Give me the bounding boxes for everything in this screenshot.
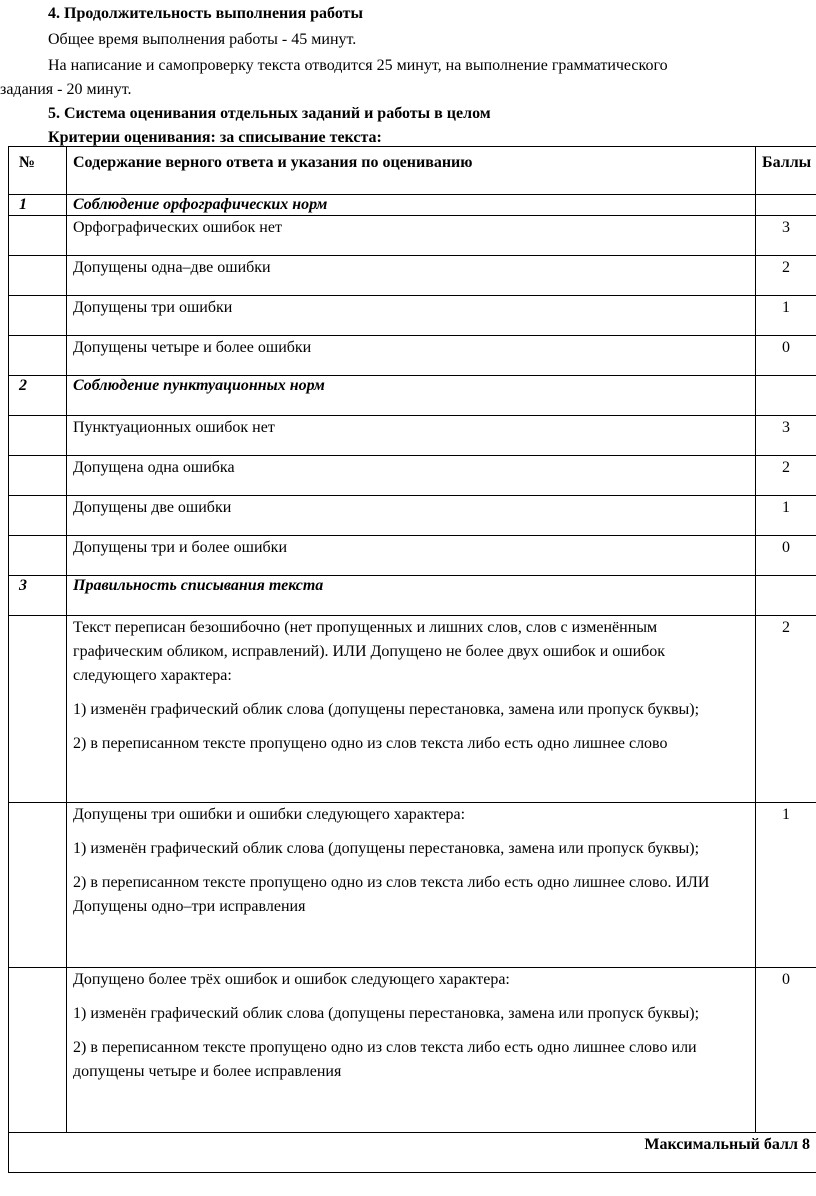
header-points: Баллы <box>756 147 816 195</box>
criterion-points: 2 <box>756 616 816 803</box>
criterion-cell <box>67 803 756 968</box>
section-num: 3 <box>9 576 67 616</box>
section-row <box>9 195 816 216</box>
criterion-paragraph: 2) в переписанном тексте пропущено одно из слов текста либо есть одно лишнее слово. ИЛИ Допущены одно–три исправления <box>73 874 710 915</box>
table-header-row <box>9 147 816 195</box>
header-num: № <box>9 147 67 195</box>
criterion-paragraph: 1) изменён графический облик слова (допущены перестановка, замена или пропуск буквы); <box>73 1005 700 1022</box>
table-row <box>9 256 816 296</box>
table-row <box>9 968 816 1133</box>
criterion-paragraph: 1) изменён графический облик слова (допущены перестановка, замена или пропуск буквы); <box>73 840 700 857</box>
criterion-text: Допущена одна ошибка <box>67 456 756 496</box>
criterion-text: Допущены две ошибки <box>67 496 756 536</box>
criterion-points: 1 <box>756 496 816 536</box>
criterion-paragraph: 2) в переписанном тексте пропущено одно из слов текста либо есть одно лишнее слово или допущены четыре и более исправления <box>73 1039 697 1080</box>
table-row <box>9 336 816 376</box>
table-row <box>9 296 816 336</box>
table-row <box>9 803 816 968</box>
criterion-points: 1 <box>756 296 816 336</box>
criterion-text: Допущены одна–две ошибки <box>67 256 756 296</box>
criterion-points: 3 <box>756 416 816 456</box>
criterion-points: 3 <box>756 216 816 256</box>
section-title: Соблюдение орфографических норм <box>67 195 756 216</box>
criterion-points: 2 <box>756 456 816 496</box>
criterion-text: Допущены четыре и более ошибки <box>67 336 756 376</box>
section-num: 1 <box>9 195 67 216</box>
criterion-paragraph: 1) изменён графический облик слова (допущены перестановка, замена или пропуск буквы); <box>73 701 700 718</box>
table-row <box>9 496 816 536</box>
split-time-text-2: задания - 20 минут. <box>0 81 132 98</box>
criterion-points: 2 <box>756 256 816 296</box>
table-row <box>9 536 816 576</box>
criterion-paragraph: Текст переписан безошибочно (нет пропущенных и лишних слов, слов с изменённым графическим обликом, исправлений). ИЛИ Допущено не более двух ошибок и ошибок следующего характера: <box>73 619 666 684</box>
section-row <box>9 576 816 616</box>
max-score: Максимальный балл 8 <box>9 1133 816 1173</box>
criteria-heading: Критерии оценивания: за списывание текста: <box>48 129 382 146</box>
criterion-paragraph: Допущены три ошибки и ошибки следующего характера: <box>73 806 466 823</box>
section-row <box>9 376 816 416</box>
criterion-text: Пунктуационных ошибок нет <box>67 416 756 456</box>
criterion-cell <box>67 968 756 1133</box>
split-time-text-1: На написание и самопроверку текста отводится 25 минут, на выполнение грамматического <box>48 57 668 74</box>
criterion-text: Допущены три ошибки <box>67 296 756 336</box>
criterion-points: 0 <box>756 336 816 376</box>
table-row <box>9 216 816 256</box>
section-4-heading: 4. Продолжительность выполнения работы <box>48 5 363 22</box>
criteria-table <box>8 146 816 1173</box>
section-5-heading: 5. Система оценивания отдельных заданий и работы в целом <box>48 105 491 122</box>
criterion-paragraph: 2) в переписанном тексте пропущено одно из слов текста либо есть одно лишнее слово <box>73 735 668 752</box>
section-title: Правильность списывания текста <box>67 576 756 616</box>
criterion-cell <box>67 616 756 803</box>
section-num: 2 <box>9 376 67 416</box>
table-row <box>9 416 816 456</box>
table-row <box>9 456 816 496</box>
criterion-points: 1 <box>756 803 816 968</box>
criterion-text: Орфографических ошибок нет <box>67 216 756 256</box>
criterion-text: Допущены три и более ошибки <box>67 536 756 576</box>
criterion-points: 0 <box>756 536 816 576</box>
criterion-paragraph: Допущено более трёх ошибок и ошибок следующего характера: <box>73 971 510 988</box>
criterion-points: 0 <box>756 968 816 1133</box>
header-content: Содержание верного ответа и указания по оцениванию <box>67 147 756 195</box>
total-row <box>9 1133 816 1173</box>
table-row <box>9 616 816 803</box>
total-time-text: Общее время выполнения работы - 45 минут. <box>48 31 357 48</box>
section-title: Соблюдение пунктуационных норм <box>67 376 756 416</box>
